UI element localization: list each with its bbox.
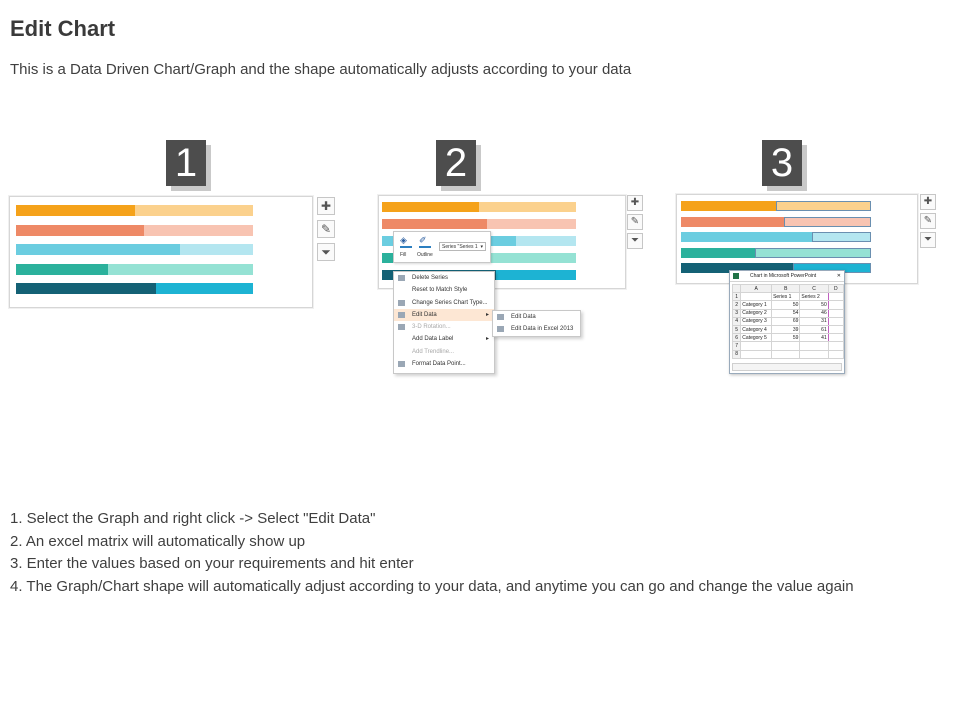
excel-cell[interactable]: 46 bbox=[800, 309, 828, 317]
page-title: Edit Chart bbox=[10, 16, 116, 41]
chevron-right-icon: ▸ bbox=[485, 311, 489, 318]
edit-data-submenu bbox=[492, 310, 581, 337]
menu-item-icon bbox=[398, 312, 405, 318]
outline-button[interactable] bbox=[419, 235, 433, 247]
excel-cell[interactable] bbox=[828, 309, 843, 317]
chart-filters-button[interactable] bbox=[317, 243, 335, 261]
column-header[interactable]: B bbox=[772, 285, 800, 293]
excel-window bbox=[729, 270, 845, 374]
excel-row bbox=[733, 309, 844, 317]
brush-icon: ✎ bbox=[923, 215, 933, 226]
excel-cell[interactable]: Category 3 bbox=[741, 317, 772, 325]
chart-elements-button[interactable] bbox=[627, 195, 643, 211]
context-menu bbox=[393, 271, 495, 374]
bar-series-1-4[interactable] bbox=[16, 264, 108, 275]
row-header[interactable]: 7 bbox=[733, 342, 741, 350]
plus-icon: ✚ bbox=[320, 199, 332, 213]
chart-styles-button[interactable] bbox=[920, 213, 936, 229]
chart-styles-button[interactable] bbox=[317, 220, 335, 238]
menu-item-icon bbox=[398, 324, 405, 330]
outline-label: Outline bbox=[417, 252, 433, 258]
excel-cell[interactable]: Category 5 bbox=[741, 334, 772, 342]
excel-grid[interactable] bbox=[732, 284, 844, 359]
bar-row-1[interactable] bbox=[681, 201, 871, 211]
bar-row-1[interactable] bbox=[16, 205, 253, 216]
context-menu-item-6[interactable]: Add Data Label ▸ bbox=[394, 333, 494, 345]
column-header[interactable]: C bbox=[800, 285, 828, 293]
excel-cell[interactable] bbox=[828, 293, 843, 301]
bar-series-1-5[interactable] bbox=[16, 283, 156, 294]
bar-series-2-2[interactable] bbox=[487, 219, 576, 229]
menu-item-icon bbox=[398, 349, 405, 355]
chart-elements-button[interactable] bbox=[317, 197, 335, 215]
excel-row bbox=[733, 301, 844, 309]
step-badge-2: 2 bbox=[436, 140, 476, 186]
submenu-item-2[interactable]: Edit Data in Excel 2013 bbox=[493, 323, 580, 335]
excel-cell[interactable] bbox=[828, 342, 843, 350]
funnel-icon: ⏷ bbox=[321, 245, 331, 259]
excel-row bbox=[733, 325, 844, 333]
bar-series-1-2[interactable] bbox=[681, 217, 784, 227]
menu-item-icon bbox=[398, 361, 405, 367]
brush-icon: ✎ bbox=[320, 222, 332, 236]
step-4-text: 4. The Graph/Chart shape will automatically adjust according to your data, and anytime you can go and change the value again bbox=[10, 577, 854, 595]
excel-cell[interactable] bbox=[741, 350, 772, 358]
bar-series-1-2[interactable] bbox=[382, 219, 487, 229]
funnel-icon: ⏷ bbox=[924, 234, 932, 245]
bar-series-2-1[interactable] bbox=[135, 205, 253, 216]
excel-row bbox=[733, 317, 844, 325]
fill-label: Fill bbox=[400, 252, 407, 258]
series-select[interactable]: Series "Series 1 ▾ bbox=[439, 242, 486, 251]
excel-cell[interactable]: 41 bbox=[800, 334, 828, 342]
bar-row-1[interactable] bbox=[382, 202, 576, 212]
excel-cell[interactable]: 69 bbox=[772, 317, 800, 325]
chevron-right-icon: ▸ bbox=[485, 336, 489, 343]
chart-filters-button[interactable] bbox=[920, 232, 936, 248]
chart-styles-button[interactable] bbox=[627, 214, 643, 230]
excel-app-icon bbox=[733, 273, 739, 279]
close-icon[interactable]: ✕ bbox=[836, 273, 841, 279]
excel-cell[interactable]: 39 bbox=[772, 325, 800, 333]
bar-series-1-1[interactable] bbox=[382, 202, 479, 212]
excel-cell[interactable] bbox=[772, 342, 800, 350]
excel-cell[interactable] bbox=[800, 342, 828, 350]
bar-series-2-5[interactable] bbox=[156, 283, 253, 294]
instructions bbox=[10, 508, 950, 598]
excel-cell[interactable]: 59 bbox=[772, 334, 800, 342]
excel-cell[interactable]: 54 bbox=[772, 309, 800, 317]
context-menu-item-1[interactable]: Delete Series bbox=[394, 272, 494, 284]
excel-cell[interactable]: Series 1 bbox=[772, 293, 800, 301]
step-badge-1: 1 bbox=[166, 140, 206, 186]
plus-icon: ✚ bbox=[630, 197, 640, 208]
excel-row bbox=[733, 334, 844, 342]
excel-cell[interactable] bbox=[828, 317, 843, 325]
excel-cell[interactable] bbox=[741, 293, 772, 301]
bar-series-2-1[interactable] bbox=[776, 201, 871, 211]
bar-series-2-2[interactable] bbox=[144, 225, 253, 236]
bar-series-1-3[interactable] bbox=[681, 232, 812, 242]
bar-series-2-3[interactable] bbox=[180, 244, 253, 255]
bar-series-2-1[interactable] bbox=[479, 202, 576, 212]
pen-icon: ✐ bbox=[419, 235, 427, 245]
excel-cell[interactable] bbox=[828, 350, 843, 358]
chart-filters-button[interactable] bbox=[627, 233, 643, 249]
horizontal-scrollbar[interactable] bbox=[732, 363, 842, 371]
excel-cell[interactable]: Category 4 bbox=[741, 325, 772, 333]
bar-chart-3[interactable] bbox=[681, 201, 871, 276]
format-mini-toolbar bbox=[393, 231, 491, 263]
context-menu-item-7[interactable]: Add Trendline... bbox=[394, 346, 494, 358]
table-icon bbox=[497, 314, 504, 320]
context-menu-item-3[interactable]: Change Series Chart Type... bbox=[394, 297, 494, 309]
excel-cell[interactable]: 50 bbox=[772, 301, 800, 309]
column-header[interactable]: A bbox=[741, 285, 772, 293]
excel-cell[interactable]: 61 bbox=[800, 325, 828, 333]
chevron-down-icon: ▾ bbox=[480, 244, 483, 250]
context-menu-item-8[interactable]: Format Data Point... bbox=[394, 358, 494, 370]
excel-row bbox=[733, 342, 844, 350]
row-header[interactable]: 3 bbox=[733, 309, 741, 317]
bar-row-3[interactable] bbox=[16, 244, 253, 255]
excel-cell[interactable]: 31 bbox=[800, 317, 828, 325]
bar-series-2-3[interactable] bbox=[516, 236, 576, 246]
step-3-text: 3. Enter the values based on your requirements and hit enter bbox=[10, 555, 414, 572]
table-icon bbox=[497, 326, 504, 332]
excel-row bbox=[733, 293, 844, 301]
context-menu-item-2[interactable]: Reset to Match Style bbox=[394, 284, 494, 296]
bar-row-2[interactable] bbox=[681, 217, 871, 227]
bar-series-1-1[interactable] bbox=[16, 205, 135, 216]
excel-cell[interactable] bbox=[772, 350, 800, 358]
excel-cell[interactable] bbox=[828, 334, 843, 342]
row-header[interactable]: 4 bbox=[733, 317, 741, 325]
step-2-text: 2. An excel matrix will automatically show up bbox=[10, 532, 306, 550]
bar-row-2[interactable] bbox=[382, 219, 576, 229]
excel-cell[interactable]: Series 2 bbox=[800, 293, 828, 301]
excel-cell[interactable] bbox=[741, 342, 772, 350]
bar-series-1-1[interactable] bbox=[681, 201, 776, 211]
chart-elements-button[interactable] bbox=[920, 194, 936, 210]
row-header[interactable]: 1 bbox=[733, 293, 741, 301]
bar-row-5[interactable] bbox=[16, 283, 253, 294]
brush-icon: ✎ bbox=[630, 216, 640, 227]
fill-button[interactable] bbox=[400, 235, 414, 247]
row-header[interactable]: 2 bbox=[733, 301, 741, 309]
bar-row-2[interactable] bbox=[16, 225, 253, 236]
excel-cell[interactable] bbox=[800, 350, 828, 358]
bar-series-1-2[interactable] bbox=[16, 225, 144, 236]
excel-window-title: Chart in Microsoft PowerPoint bbox=[750, 273, 817, 279]
bar-row-3[interactable] bbox=[681, 232, 871, 242]
row-header[interactable]: 5 bbox=[733, 325, 741, 333]
bar-series-2-5[interactable] bbox=[496, 270, 576, 280]
excel-cell[interactable]: Category 2 bbox=[741, 309, 772, 317]
menu-item-icon bbox=[398, 300, 405, 306]
funnel-icon: ⏷ bbox=[631, 235, 639, 246]
menu-item-icon bbox=[398, 336, 405, 342]
bar-chart-1[interactable] bbox=[16, 205, 253, 300]
context-menu-item-4[interactable]: Edit Data ▸ bbox=[394, 309, 494, 321]
column-header[interactable]: D bbox=[828, 285, 843, 293]
bar-row-4[interactable] bbox=[681, 248, 871, 258]
excel-cell[interactable]: Category 1 bbox=[741, 301, 772, 309]
bar-series-1-3[interactable] bbox=[16, 244, 180, 255]
plus-icon: ✚ bbox=[923, 196, 933, 207]
row-header[interactable]: 6 bbox=[733, 334, 741, 342]
step-1-text: 1. Select the Graph and right click -> Select "Edit Data" bbox=[10, 510, 376, 527]
excel-cell[interactable] bbox=[828, 325, 843, 333]
excel-cell[interactable]: 50 bbox=[800, 301, 828, 309]
bar-series-2-3[interactable] bbox=[812, 232, 871, 242]
context-menu-item-5[interactable]: 3-D Rotation... bbox=[394, 321, 494, 333]
column-header[interactable] bbox=[733, 285, 741, 293]
excel-cell[interactable] bbox=[828, 301, 843, 309]
menu-item-icon bbox=[398, 275, 405, 281]
bar-series-1-4[interactable] bbox=[681, 248, 755, 258]
bar-series-2-4[interactable] bbox=[755, 248, 871, 258]
excel-row bbox=[733, 350, 844, 358]
bar-series-2-4[interactable] bbox=[108, 264, 253, 275]
menu-item-icon bbox=[398, 287, 405, 293]
bar-row-4[interactable] bbox=[16, 264, 253, 275]
bar-series-2-2[interactable] bbox=[784, 217, 871, 227]
page-subtitle: This is a Data Driven Chart/Graph and the shape automatically adjusts according to your data bbox=[10, 61, 632, 78]
step-badge-3: 3 bbox=[762, 140, 802, 186]
paint-bucket-icon: ◈ bbox=[400, 235, 407, 245]
submenu-item-1[interactable]: Edit Data bbox=[493, 311, 580, 323]
row-header[interactable]: 8 bbox=[733, 350, 741, 358]
